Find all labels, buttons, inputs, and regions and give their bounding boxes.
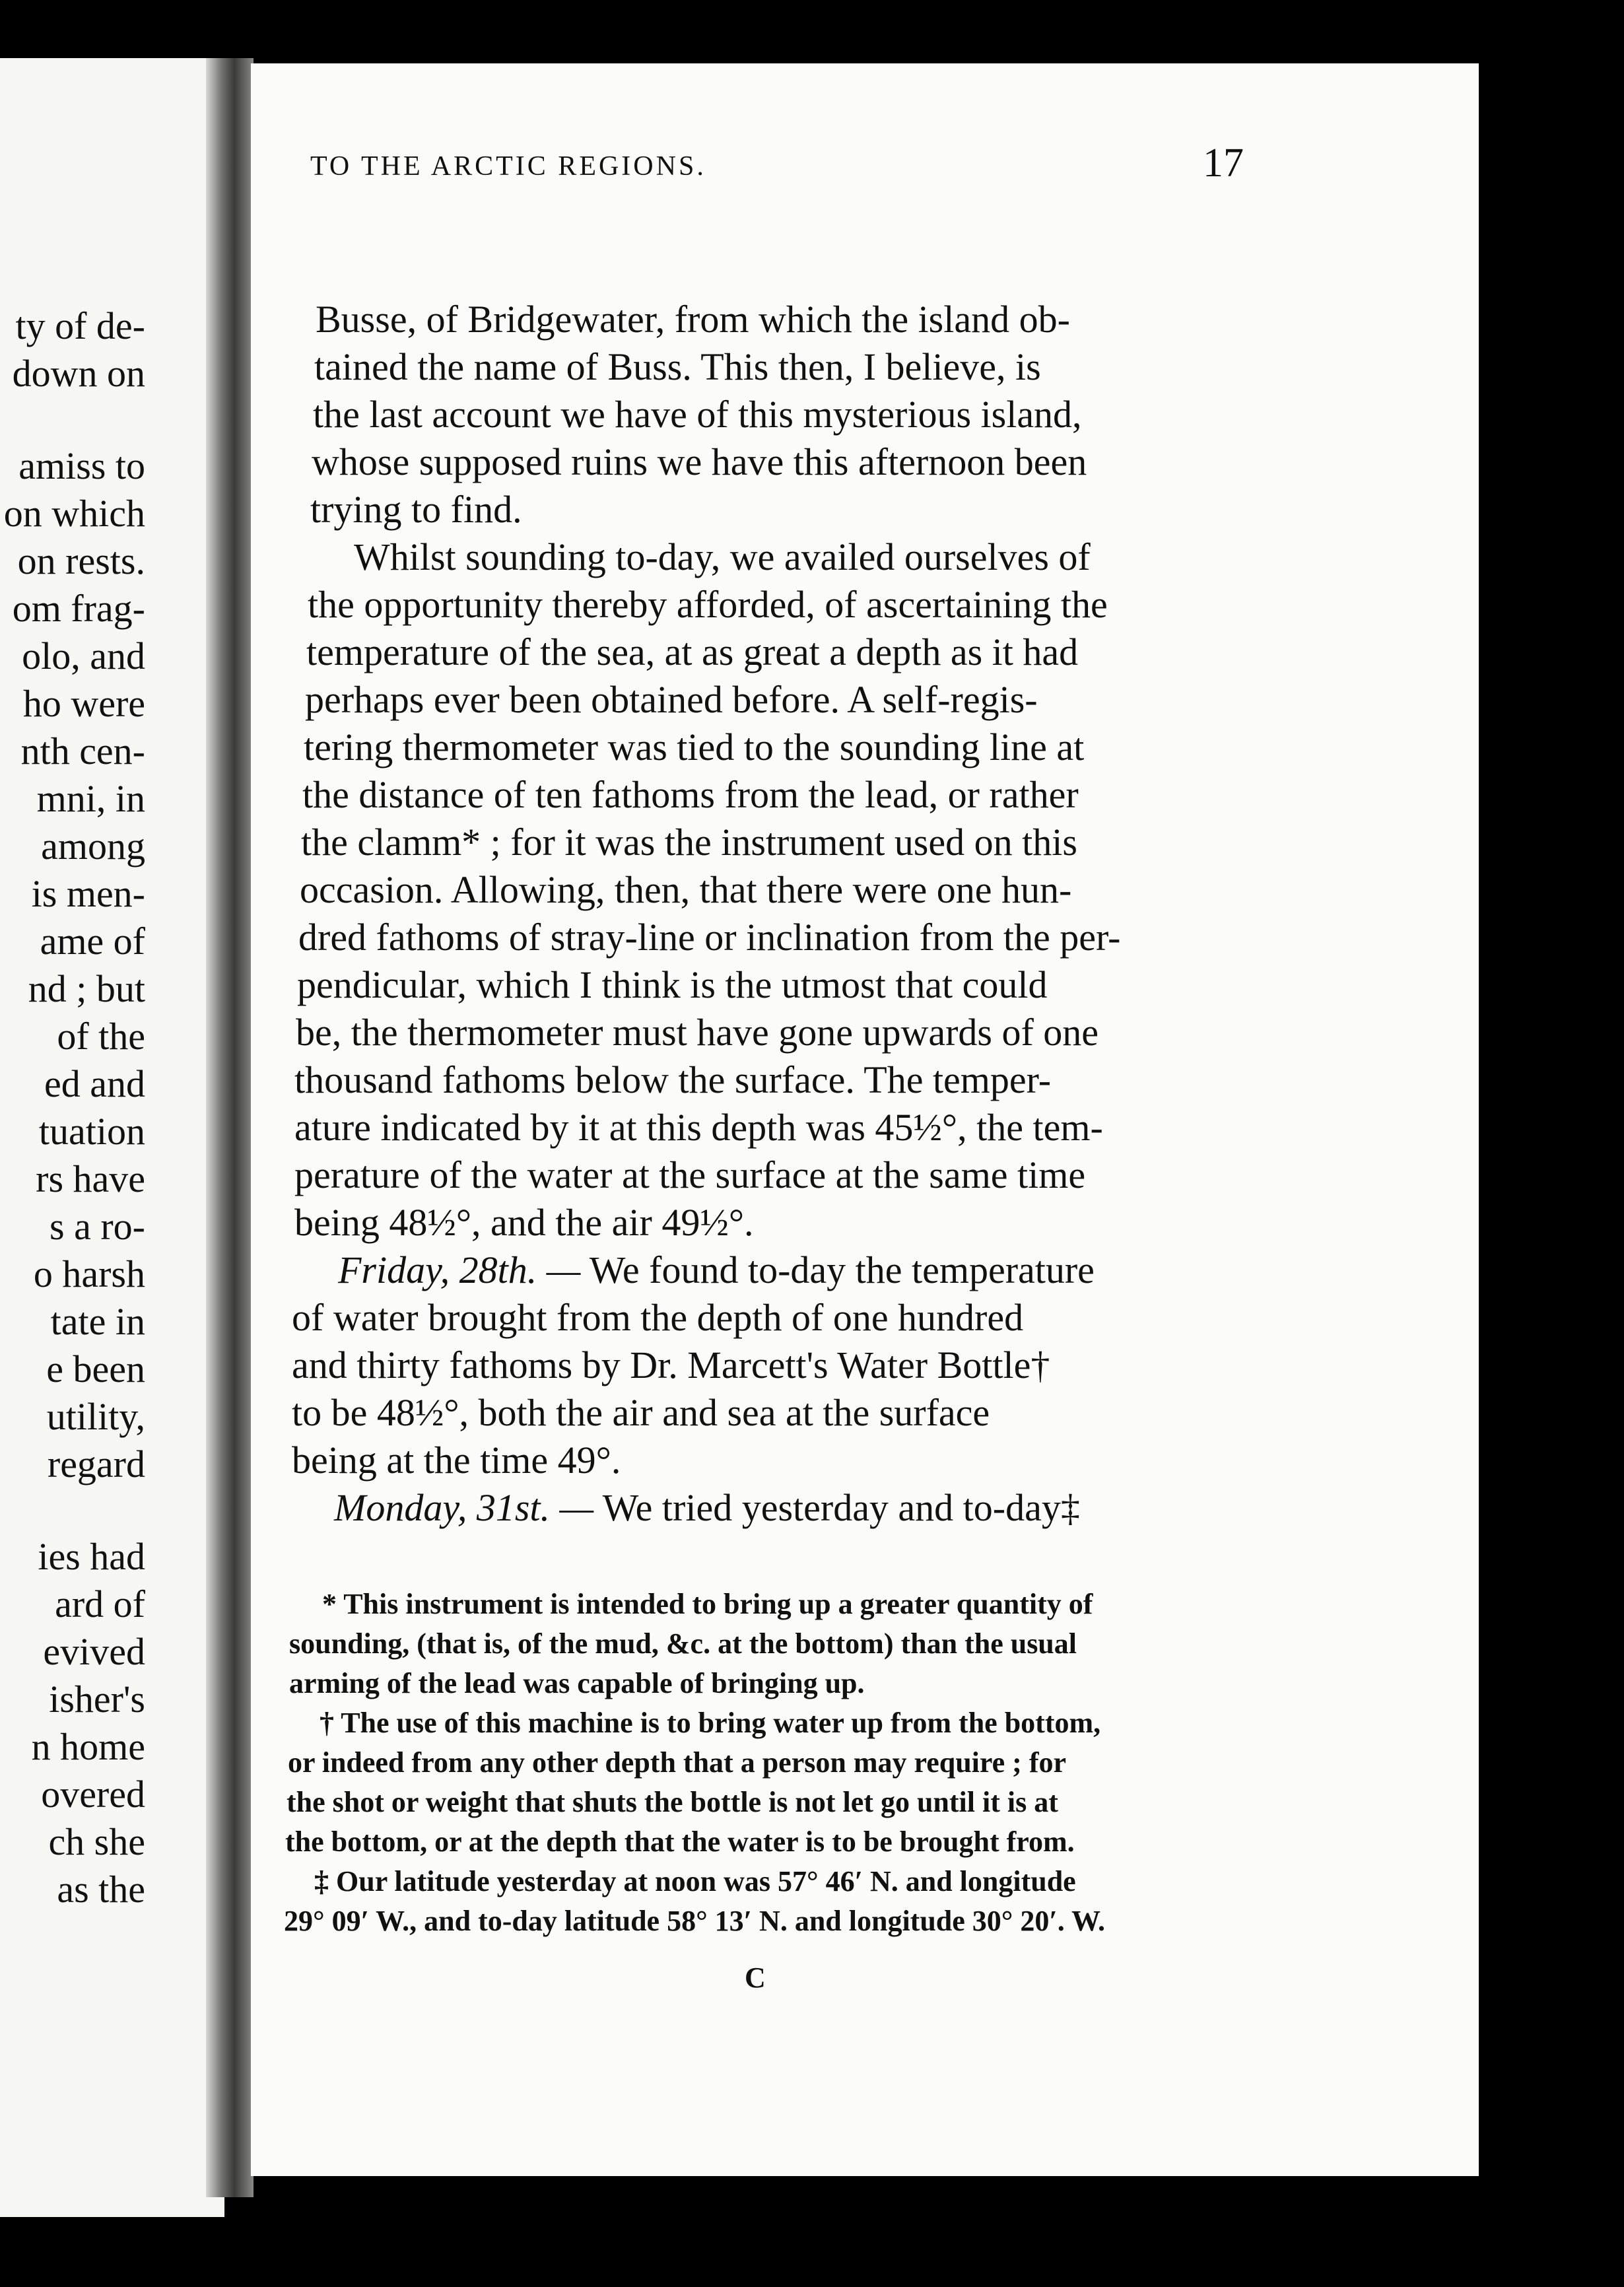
body-line: perhaps ever been obtained before. A self-regis- <box>305 678 1038 721</box>
left-page-line: rs have <box>36 1157 145 1200</box>
left-page-line: nd ; but <box>28 967 145 1010</box>
running-title: TO THE ARCTIC REGIONS. <box>310 151 706 182</box>
left-page-line: among <box>41 825 145 868</box>
body-line: the opportunity thereby afforded, of ascertaining the <box>308 583 1108 626</box>
left-page-line: ho were <box>22 682 145 725</box>
left-page-line: is men- <box>31 872 145 915</box>
footnote-line: or indeed from any other depth that a person may require ; for <box>288 1746 1066 1779</box>
body-line: ature indicated by it at this depth was 45½°, the tem- <box>294 1106 1103 1149</box>
body-line: being at the time 49°. <box>292 1439 621 1482</box>
body-line: of water brought from the depth of one hundred <box>292 1296 1024 1339</box>
left-page-line: mni, in <box>36 777 145 820</box>
left-page-line: overed <box>41 1773 145 1816</box>
left-page-line: ies had <box>38 1535 145 1578</box>
body-line <box>334 1484 1080 1532</box>
body-line: occasion. Allowing, then, that there were one hun- <box>300 868 1072 911</box>
body-line: dred fathoms of stray-line or inclination from the per- <box>298 916 1121 959</box>
left-page-line: regard <box>47 1443 145 1485</box>
date-lead-friday: Friday, 28th. — <box>338 1248 581 1291</box>
left-page-line: evived <box>43 1630 145 1673</box>
body-line: being 48½°, and the air 49½°. <box>294 1201 754 1244</box>
left-page-line: ch she <box>48 1820 145 1863</box>
left-page-line: s a ro- <box>50 1205 145 1248</box>
left-page-line: e been <box>46 1348 145 1390</box>
body-line: and thirty fathoms by Dr. Marcett's Water Bottle† <box>292 1344 1050 1386</box>
left-page-line: ame of <box>40 920 145 963</box>
body-line: Whilst sounding to-day, we availed ourselves of <box>354 535 1091 578</box>
body-line: perature of the water at the surface at the same time <box>294 1153 1086 1196</box>
body-line: the distance of ten fathoms from the lead, or rather <box>302 773 1079 816</box>
body-line: whose supposed ruins we have this afternoon been <box>312 440 1087 483</box>
body-line: be, the thermometer must have gone upwards of one <box>296 1011 1099 1054</box>
body-line: pendicular, which I think is the utmost that could <box>297 963 1048 1006</box>
left-page <box>0 58 224 2217</box>
left-page-line: olo, and <box>22 634 145 677</box>
left-page-line: ed and <box>44 1062 145 1105</box>
left-page-line: of the <box>57 1015 145 1058</box>
footnote-line: sounding, (that is, of the mud, &c. at the bottom) than the usual <box>289 1627 1077 1660</box>
signature-mark: C <box>745 1962 766 1994</box>
left-page-line: on which <box>3 492 145 535</box>
body-line: tained the name of Buss. This then, I believe, is <box>314 345 1041 388</box>
body-line: thousand fathoms below the surface. The temper- <box>294 1058 1052 1101</box>
body-line-text: We tried yesterday and to-day‡ <box>602 1486 1080 1529</box>
left-page-line: isher's <box>49 1678 145 1721</box>
left-page-line: tuation <box>38 1110 145 1153</box>
body-line: Busse, of Bridgewater, from which the island ob- <box>316 298 1070 341</box>
body-line: to be 48½°, both the air and sea at the surface <box>292 1391 990 1434</box>
date-lead-monday: Monday, 31st. — <box>334 1486 594 1529</box>
left-page-line: ty of de- <box>15 304 145 347</box>
body-line: the last account we have of this mysterious island, <box>313 393 1082 436</box>
footnote-line: † The use of this machine is to bring water up from the bottom, <box>320 1707 1101 1739</box>
left-page-line: as the <box>57 1868 145 1911</box>
body-line: tering thermometer was tied to the sounding line at <box>304 726 1085 768</box>
left-page-line: o harsh <box>33 1252 145 1295</box>
left-page-line: utility, <box>46 1395 145 1438</box>
footnote-line: the shot or weight that shuts the bottle is not let go until it is at <box>287 1786 1058 1818</box>
left-page-line: amiss to <box>18 444 145 487</box>
footnote-line: ‡ Our latitude yesterday at noon was 57° 46′ N. and longitude <box>314 1865 1076 1897</box>
left-page-line: down on <box>12 352 145 395</box>
left-page-line: ard of <box>55 1583 145 1625</box>
footnote-line: * This instrument is intended to bring up a greater quantity of <box>322 1588 1093 1620</box>
body-line-text: We found to-day the temperature <box>589 1248 1095 1291</box>
page-number: 17 <box>1203 141 1244 186</box>
left-page-line: on rests. <box>17 539 145 582</box>
footnote-line: the bottom, or at the depth that the water is to be brought from. <box>285 1826 1075 1858</box>
footnote-line: arming of the lead was capable of bringing up. <box>289 1667 865 1699</box>
book-gutter <box>206 58 254 2197</box>
left-page-line: n home <box>31 1725 145 1768</box>
body-line: trying to find. <box>310 488 522 531</box>
left-page-line: tate in <box>50 1300 145 1343</box>
body-line: the clamm* ; for it was the instrument used on this <box>301 821 1077 864</box>
body-line <box>338 1246 1095 1294</box>
body-line: temperature of the sea, at as great a depth as it had <box>306 631 1079 673</box>
left-page-line: nth cen- <box>20 730 145 772</box>
left-page-line: om frag- <box>12 587 145 630</box>
footnote-line: 29° 09′ W., and to-day latitude 58° 13′ N. and longitude 30° 20′. W. <box>284 1905 1105 1937</box>
